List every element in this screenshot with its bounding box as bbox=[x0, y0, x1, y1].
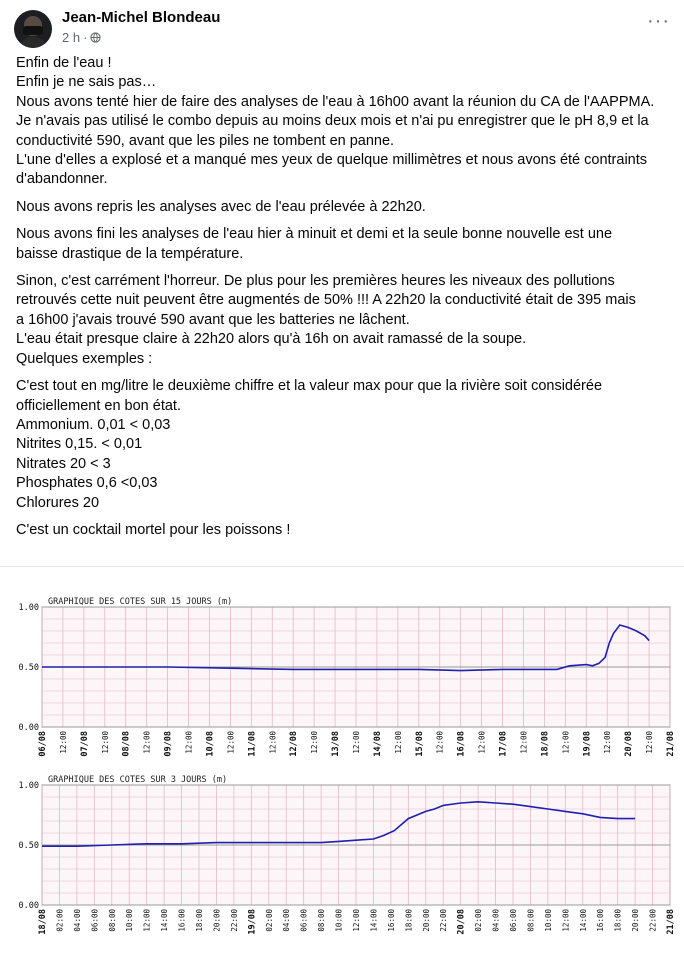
x-tick-label: 10:00 bbox=[334, 909, 344, 932]
x-tick-label: 12:00 bbox=[477, 731, 487, 754]
x-tick-label: 12:00 bbox=[352, 731, 361, 754]
post-text-line: C'est un cocktail mortel pour les poissons ! bbox=[16, 521, 291, 538]
x-tick-label: 10:00 bbox=[125, 909, 135, 932]
x-tick-label: 12:00 bbox=[519, 731, 529, 754]
post-text-line: d'abandonner. bbox=[16, 171, 108, 188]
paragraph-gap bbox=[16, 513, 676, 521]
y-tick-label: 0.50 bbox=[18, 841, 39, 851]
x-tick-label: 20:00 bbox=[421, 909, 431, 932]
x-tick-label: 16:00 bbox=[177, 909, 187, 932]
x-tick-label: 14:00 bbox=[160, 909, 170, 932]
x-tick-label: 18/08 bbox=[540, 731, 551, 757]
post-text-line: Ammonium. 0,01 < 0,03 bbox=[16, 416, 171, 433]
post-text bbox=[16, 54, 676, 540]
x-tick-label: 12:00 bbox=[184, 731, 194, 754]
x-tick-label: 21/08 bbox=[666, 909, 676, 935]
x-tick-label: 10:00 bbox=[543, 909, 553, 932]
post-text-line: baisse drastique de la température. bbox=[16, 245, 244, 262]
x-tick-label: 02:00 bbox=[264, 909, 274, 932]
x-tick-label: 08/08 bbox=[121, 731, 132, 757]
x-tick-label: 06/08 bbox=[38, 731, 48, 757]
avatar-body bbox=[18, 37, 48, 48]
x-tick-label: 17/08 bbox=[498, 731, 509, 757]
meta-dot: · bbox=[83, 30, 88, 45]
post-text-line: Nitrites 0,15. < 0,01 bbox=[16, 436, 143, 453]
x-tick-label: 06:00 bbox=[509, 909, 518, 932]
post-text-line: Chlorures 20 bbox=[16, 494, 100, 511]
x-tick-label: 19/08 bbox=[582, 731, 593, 757]
y-tick-label: 1.00 bbox=[18, 603, 39, 613]
x-tick-label: 16/08 bbox=[456, 731, 467, 757]
x-tick-label: 22:00 bbox=[648, 909, 658, 932]
post-text-line: Nous avons fini les analyses de l'eau hier à minuit et demi et la seule bonne nouvelle est une bbox=[16, 226, 613, 243]
globe-icon[interactable] bbox=[90, 32, 101, 43]
post-text-line: Sinon, c'est carrément l'horreur. De plus pour les premières heures les niveaux des pollutions bbox=[16, 273, 615, 290]
x-tick-label: 20/08 bbox=[624, 731, 635, 757]
x-tick-label: 22:00 bbox=[229, 909, 239, 932]
post-text-line: L'une d'elles a explosé et a manqué mes yeux de quelque millimètres et nous avons été contraints bbox=[16, 152, 648, 169]
avatar-mask bbox=[23, 26, 43, 35]
post-text-line: Quelques exemples : bbox=[16, 350, 153, 367]
paragraph-gap bbox=[16, 217, 676, 225]
y-tick-label: 1.00 bbox=[18, 781, 39, 791]
post-text-line: C'est tout en mg/litre le deuxième chiffre et la valeur max pour que la rivière soit considérée bbox=[16, 378, 603, 395]
chart-3-days bbox=[0, 770, 684, 954]
x-tick-label: 15/08 bbox=[414, 731, 425, 757]
chart-15-days bbox=[0, 592, 684, 772]
more-options-icon[interactable]: ··· bbox=[647, 10, 670, 32]
x-tick-label: 20:00 bbox=[212, 909, 222, 932]
chart-title: GRAPHIQUE DES COTES SUR 15 JOURS (m) bbox=[48, 597, 233, 607]
x-tick-label: 16:00 bbox=[596, 909, 606, 932]
x-tick-label: 12:00 bbox=[100, 731, 110, 754]
y-tick-label: 0.00 bbox=[18, 723, 39, 733]
x-tick-label: 04:00 bbox=[72, 909, 82, 932]
post-text-line: Phosphates 0,6 <0,03 bbox=[16, 475, 158, 492]
x-tick-label: 07/08 bbox=[79, 731, 90, 757]
x-tick-label: 04:00 bbox=[491, 909, 501, 932]
paragraph-gap bbox=[16, 190, 676, 198]
x-tick-label: 12:00 bbox=[226, 731, 236, 754]
x-tick-label: 08:00 bbox=[526, 909, 536, 932]
x-tick-label: 08:00 bbox=[317, 909, 327, 932]
author-name[interactable]: Jean-Michel Blondeau bbox=[62, 9, 221, 26]
x-tick-label: 12:00 bbox=[352, 909, 361, 932]
chart-15-days-svg bbox=[0, 592, 684, 772]
x-tick-label: 08:00 bbox=[107, 909, 117, 932]
x-tick-label: 19/08 bbox=[247, 909, 258, 935]
post-text-line: retrouvés cette nuit peuvent être augmentés de 50% !!! A 22h20 la conductivité était de 395 mais bbox=[16, 292, 636, 309]
x-tick-label: 18:00 bbox=[613, 909, 623, 932]
x-tick-label: 12:00 bbox=[142, 731, 152, 754]
x-tick-label: 12:00 bbox=[142, 909, 152, 932]
post-text-line: Nous avons tenté hier de faire des analyses de l'eau à 16h00 avant la réunion du CA de l'AAPPMA. bbox=[16, 93, 655, 110]
x-tick-label: 12:00 bbox=[603, 731, 613, 754]
x-tick-label: 14/08 bbox=[372, 731, 383, 757]
post-text-line: Je n'avais pas utilisé le combo depuis au moins deux mois et n'ai pu enregistrer que le pH 8,9 et la bbox=[16, 113, 649, 130]
chart-3-days-svg bbox=[0, 770, 684, 954]
x-tick-label: 12:00 bbox=[561, 731, 571, 754]
x-tick-label: 12:00 bbox=[58, 731, 68, 754]
x-tick-label: 18:00 bbox=[404, 909, 414, 932]
x-tick-label: 14:00 bbox=[578, 909, 588, 932]
x-tick-label: 12:00 bbox=[268, 731, 278, 754]
x-tick-label: 22:00 bbox=[439, 909, 449, 932]
x-tick-label: 12:00 bbox=[435, 731, 445, 754]
x-tick-label: 12:00 bbox=[561, 909, 571, 932]
x-tick-label: 18/08 bbox=[38, 909, 48, 935]
y-tick-label: 0.50 bbox=[18, 663, 39, 673]
x-tick-label: 10/08 bbox=[205, 731, 216, 757]
x-tick-label: 06:00 bbox=[299, 909, 309, 932]
x-tick-label: 16:00 bbox=[386, 909, 396, 932]
post-text-line: Nous avons repris les analyses avec de l'eau prélevée à 22h20. bbox=[16, 198, 426, 215]
x-tick-label: 13/08 bbox=[331, 731, 342, 757]
post-header bbox=[14, 8, 674, 48]
x-tick-label: 09/08 bbox=[163, 731, 174, 757]
x-tick-label: 14:00 bbox=[369, 909, 379, 932]
x-tick-label: 12:00 bbox=[393, 731, 403, 754]
chart-title: GRAPHIQUE DES COTES SUR 3 JOURS (m) bbox=[48, 775, 228, 785]
x-tick-label: 18:00 bbox=[195, 909, 204, 932]
divider bbox=[0, 566, 684, 567]
x-tick-label: 20/08 bbox=[456, 909, 467, 935]
x-tick-label: 21/08 bbox=[666, 731, 676, 757]
post-text-line: officiellement en bon état. bbox=[16, 397, 181, 414]
post-time[interactable]: 2 h bbox=[62, 30, 81, 45]
x-tick-label: 02:00 bbox=[55, 909, 65, 932]
x-tick-label: 12/08 bbox=[289, 731, 300, 757]
post-text-line: Enfin je ne sais pas… bbox=[16, 74, 157, 91]
x-tick-label: 02:00 bbox=[474, 909, 484, 932]
avatar[interactable] bbox=[14, 10, 52, 48]
post-text-line: a 16h00 j'avais trouvé 590 avant que les batteries ne lâchent. bbox=[16, 311, 410, 328]
x-tick-label: 12:00 bbox=[310, 731, 320, 754]
y-tick-label: 0.00 bbox=[18, 901, 39, 911]
post-text-line: Enfin de l'eau ! bbox=[16, 55, 112, 71]
x-tick-label: 04:00 bbox=[282, 909, 292, 932]
x-tick-label: 20:00 bbox=[631, 909, 641, 932]
x-tick-label: 12:00 bbox=[645, 731, 655, 754]
paragraph-gap bbox=[16, 369, 676, 377]
post-text-line: conductivité 590, avant que les piles ne tombent en panne. bbox=[16, 132, 395, 149]
post-text-line: L'eau était presque claire à 22h20 alors qu'à 16h on avait ramassé de la soupe. bbox=[16, 331, 527, 348]
post-meta bbox=[62, 30, 101, 45]
paragraph-gap bbox=[16, 264, 676, 272]
x-tick-label: 11/08 bbox=[247, 731, 258, 757]
post-text-line: Nitrates 20 < 3 bbox=[16, 455, 111, 472]
x-tick-label: 06:00 bbox=[90, 909, 100, 932]
